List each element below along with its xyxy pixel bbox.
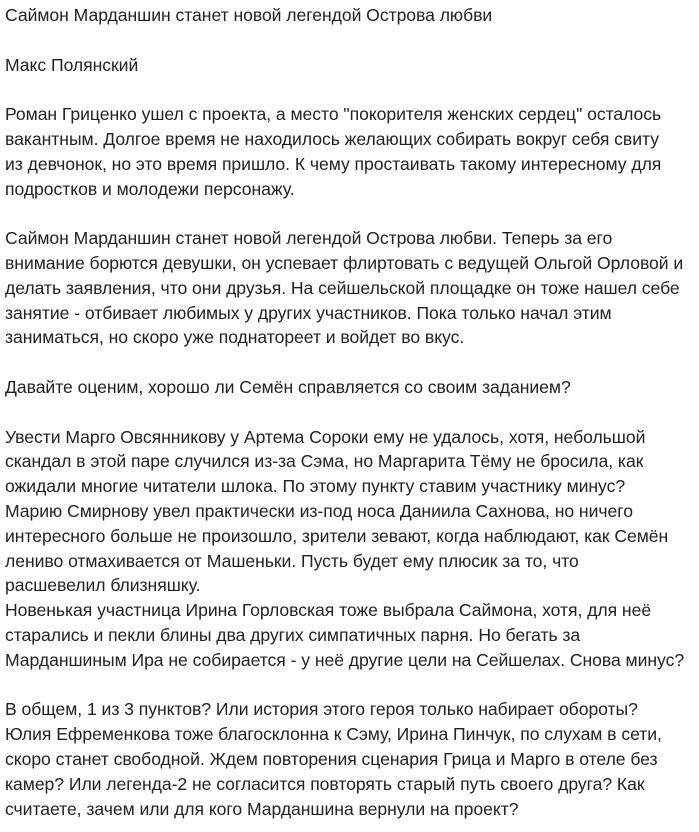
spacer <box>5 28 690 53</box>
paragraph-line: делать заявления, что они друзья. На сейшельской площадке он тоже нашел себе <box>5 277 680 298</box>
paragraph-line: вакантным. Долгое время не находилось желающих собирать вокруг себя свиту <box>5 128 659 149</box>
paragraph-3 <box>5 375 690 400</box>
paragraph-line: Марию Смирнову увел практически из-под носа Даниила Сахнова, но ничего <box>5 500 633 521</box>
paragraph-line: старались и пекли блины два других симпатичных парня. Но бегать за <box>5 624 581 645</box>
paragraph-line: заниматься, но скоро уже поднатореет и войдет во вкус. <box>5 327 465 348</box>
paragraph-line: Юлия Ефременкова тоже благосклонна к Сэму, Ирина Пинчук, по слухам в сети, <box>5 724 662 745</box>
paragraph-line: Новенькая участница Ирина Горловская тоже выбрала Саймона, хотя, для неё <box>5 600 652 621</box>
article-title: Саймон Марданшин станет новой легендой Острова любви <box>5 5 493 25</box>
paragraph-line: занятие - отбивает любимых у других участников. Пока только начал этим <box>5 302 612 323</box>
paragraph-line: расшевелил близняшку. <box>5 575 201 596</box>
paragraph-line: Роман Гриценко ушел с проекта, а место "покорителя женских сердец" осталось <box>5 104 662 125</box>
paragraph-line: скандал в этой паре случился из-за Сэма, но Маргарита Тёму не бросила, как <box>5 451 644 472</box>
paragraph-line: Марданшиным Ира не собирается - у неё другие цели на Сейшелах. Снова минус? <box>5 649 685 670</box>
paragraph-4 <box>5 425 690 673</box>
paragraph-line: считаете, зачем или для кого Марданшина вернули на проект? <box>5 798 519 819</box>
paragraph-1 <box>5 102 690 201</box>
paragraph-5 <box>5 697 690 821</box>
spacer <box>5 201 690 226</box>
paragraph-line: интересного больше не произошло, зрители зевают, когда наблюдают, как Семён <box>5 525 669 546</box>
spacer <box>5 350 690 375</box>
paragraph-line: Давайте оценим, хорошо ли Семён справляется со своим заданием? <box>5 376 571 397</box>
article-author: Макс Полянский <box>5 54 139 75</box>
paragraph-2 <box>5 226 690 350</box>
paragraph-line: скоро станет свободной. Ждем повторения сценария Грица и Марго в отеле без <box>5 748 658 769</box>
paragraph-line: камер? Или легенда-2 не согласится повторять старый путь своего друга? Как <box>5 773 645 794</box>
paragraph-line: лениво отмахивается от Машеньки. Пусть будет ему плюсик за то, что <box>5 550 579 571</box>
spacer <box>5 673 690 698</box>
spacer <box>5 77 690 102</box>
paragraph-line: внимание борются девушки, он успевает флиртовать с ведущей Ольгой Орловой и <box>5 252 684 273</box>
paragraph-line: ожидали многие читатели шлока. По этому пункту ставим участнику минус? <box>5 476 626 497</box>
paragraph-line: Увести Марго Овсянникову у Артема Сороки ему не удалось, хотя, небольшой <box>5 426 646 447</box>
paragraph-line: из девчонок, но это время пришло. К чему простаивать такому интересному для <box>5 153 662 174</box>
paragraph-line: В общем, 1 из 3 пунктов? Или история этого героя только набирает обороты? <box>5 699 638 720</box>
paragraph-line: подростков и молодежи персонажу. <box>5 178 295 199</box>
paragraph-line: Саймон Марданшин станет новой легендой Острова любви. Теперь за его <box>5 228 613 249</box>
spacer <box>5 400 690 425</box>
